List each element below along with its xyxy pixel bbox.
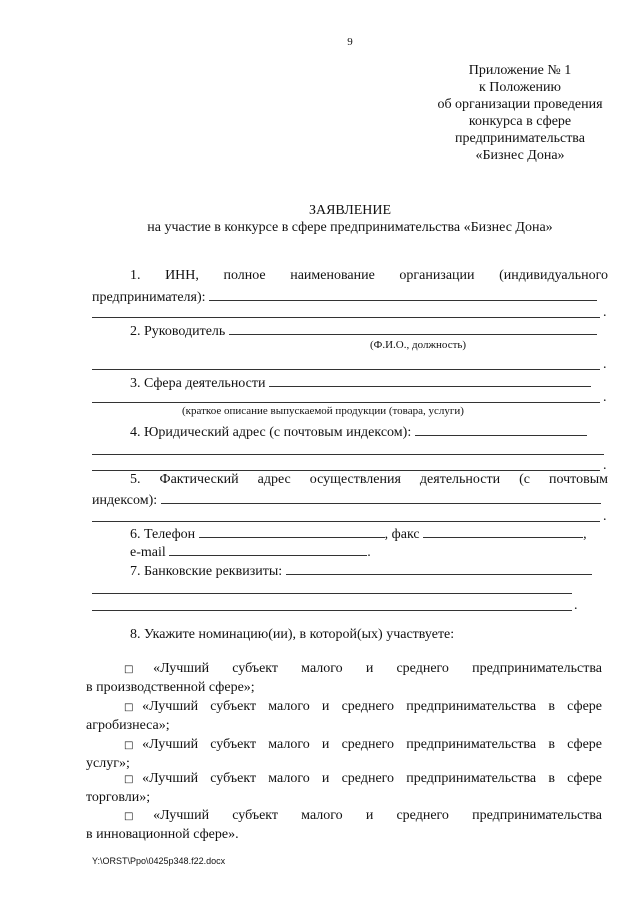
- phone-field[interactable]: [199, 524, 385, 538]
- nomination-4-cont: торговли»;: [86, 790, 151, 805]
- nomination-4[interactable]: [124, 771, 602, 788]
- file-path-footer: Y:\ORST\Ppo\0425p348.f22.docx: [92, 856, 226, 866]
- checkbox-icon[interactable]: □: [124, 740, 143, 751]
- activity-field[interactable]: [269, 373, 591, 387]
- activity-hint: (краткое описание выпускаемой продукции (товара, услуги): [182, 405, 464, 417]
- nomination-1[interactable]: [124, 661, 602, 678]
- checkbox-icon[interactable]: □: [124, 811, 154, 822]
- checkbox-icon[interactable]: □: [124, 774, 143, 785]
- manager-field-line2[interactable]: [92, 355, 600, 370]
- fax-comma: ,: [583, 527, 587, 542]
- phone-label: 6. Телефон: [130, 527, 196, 542]
- email-row: [130, 542, 608, 562]
- email-period: .: [367, 545, 371, 560]
- activity-field-line2[interactable]: [92, 388, 600, 403]
- actual-address-field[interactable]: [161, 490, 601, 504]
- actual-address-period: .: [603, 509, 607, 524]
- nomination-5-cont: в инновационной сфере».: [86, 827, 239, 842]
- inn-field-line2[interactable]: [92, 303, 600, 318]
- checkbox-icon[interactable]: □: [124, 664, 154, 675]
- email-label: e-mail: [130, 545, 166, 560]
- nomination-5[interactable]: [124, 808, 602, 825]
- legal-address-period: .: [603, 458, 607, 473]
- inn-field[interactable]: [209, 287, 597, 301]
- appendix-line: Приложение № 1: [468, 63, 572, 78]
- manager-label: 2. Руководитель: [130, 324, 226, 339]
- appendix-line: конкурса в сфере: [468, 114, 572, 129]
- nomination-3-text: «Лучший субъект малого и среднего предпринимательства в сфере: [142, 737, 602, 752]
- nomination-1-text: «Лучший субъект малого и среднего предпринимательства: [153, 661, 602, 676]
- inn-period: .: [603, 305, 607, 320]
- legal-address-row: [130, 422, 608, 442]
- nomination-3[interactable]: [124, 737, 602, 754]
- phone-row: [130, 524, 608, 544]
- nomination-2-text: «Лучший субъект малого и среднего предпринимательства в сфере: [142, 699, 602, 714]
- inn-label-cont: предпринимателя):: [92, 290, 206, 305]
- nomination-3-cont: услуг»;: [86, 756, 130, 771]
- appendix-header: [420, 62, 620, 164]
- manager-period: .: [603, 357, 607, 372]
- nominations-prompt: 8. Укажите номинацию(ии), в которой(ых) участвуете:: [130, 627, 455, 642]
- fax-label: , факс: [384, 527, 420, 542]
- legal-address-field-line2[interactable]: [92, 440, 604, 455]
- nomination-1-cont: в производственной сфере»;: [86, 680, 255, 695]
- fax-field[interactable]: [423, 524, 583, 538]
- email-field[interactable]: [169, 542, 367, 556]
- manager-field[interactable]: [229, 321, 597, 335]
- document-subtitle: на участие в конкурсе в сфере предпринимательства «Бизнес Дона»: [147, 220, 553, 235]
- actual-address-field-line2[interactable]: [92, 507, 600, 522]
- appendix-line: предпринимательства: [455, 131, 585, 146]
- appendix-line: «Бизнес Дона»: [475, 148, 565, 163]
- manager-hint: (Ф.И.О., должность): [370, 339, 467, 351]
- legal-address-field-line3[interactable]: [92, 456, 600, 471]
- page-number: 9: [347, 36, 353, 48]
- activity-label: 3. Сфера деятельности: [130, 376, 266, 391]
- nomination-4-text: «Лучший субъект малого и среднего предпринимательства в сфере: [142, 771, 602, 786]
- activity-period: .: [603, 390, 607, 405]
- bank-period: .: [574, 598, 578, 613]
- bank-label: 7. Банковские реквизиты:: [130, 564, 283, 579]
- actual-address-label: 5. Фактический адрес осуществления деятельности (с почтовым: [130, 472, 608, 487]
- bank-row: [130, 561, 608, 581]
- nomination-2-cont: агробизнеса»;: [86, 718, 170, 733]
- manager-row: [130, 321, 608, 341]
- inn-label: 1. ИНН, полное наименование организации (индивидуального: [130, 268, 608, 283]
- actual-address-label-cont: индексом):: [92, 493, 158, 508]
- legal-address-label: 4. Юридический адрес (с почтовым индексом):: [130, 425, 412, 440]
- nomination-2[interactable]: [124, 699, 602, 716]
- legal-address-field[interactable]: [415, 422, 587, 436]
- nomination-5-text: «Лучший субъект малого и среднего предпринимательства: [153, 808, 602, 823]
- bank-field-line2[interactable]: [92, 579, 572, 594]
- document-title: ЗАЯВЛЕНИЕ: [308, 203, 392, 218]
- appendix-line: к Положению: [478, 80, 561, 95]
- appendix-line: об организации проведения: [437, 97, 603, 112]
- bank-field-line3[interactable]: [92, 596, 572, 611]
- bank-field[interactable]: [286, 561, 592, 575]
- checkbox-icon[interactable]: □: [124, 702, 143, 713]
